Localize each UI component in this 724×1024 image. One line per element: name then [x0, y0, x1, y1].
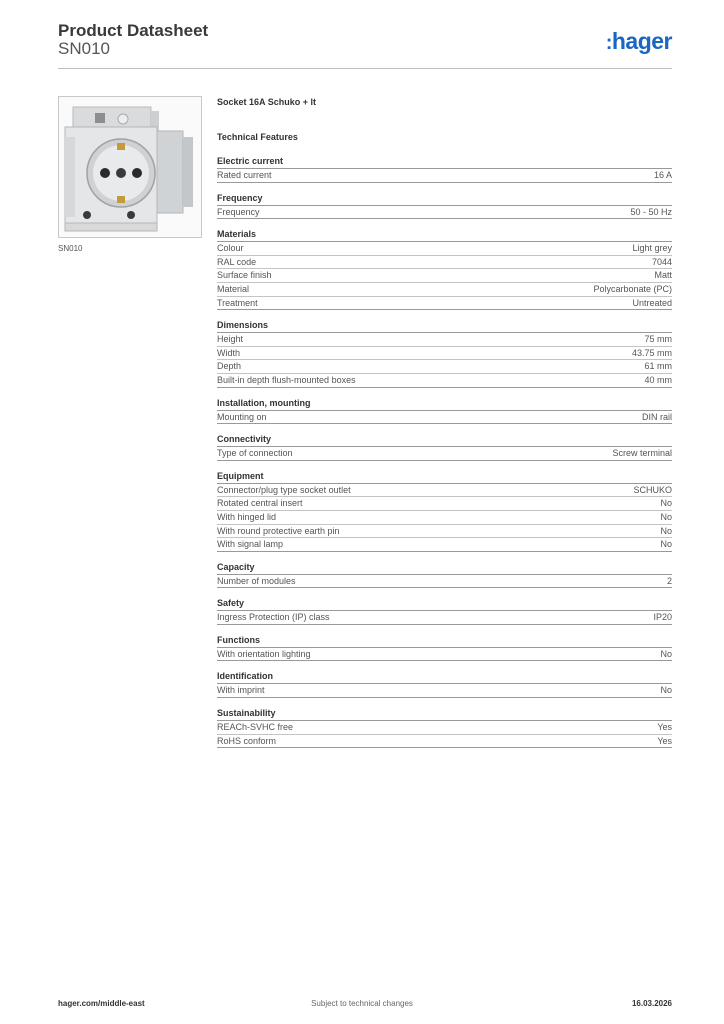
- spec-row: [217, 497, 672, 511]
- logo-colon: :: [605, 32, 612, 54]
- spec-value: 40 mm: [644, 374, 672, 385]
- spec-label: Colour: [217, 243, 244, 254]
- spec-row: [217, 347, 672, 361]
- spec-row: [217, 684, 672, 698]
- spec-label: Built-in depth flush-mounted boxes: [217, 374, 356, 385]
- spec-value: Yes: [657, 735, 672, 746]
- feature-group: [217, 156, 672, 183]
- spec-label: Rated current: [217, 170, 272, 180]
- spec-label: Surface finish: [217, 270, 272, 281]
- group-title: Safety: [217, 598, 672, 611]
- group-title: Functions: [217, 635, 672, 648]
- group-title: Installation, mounting: [217, 398, 672, 411]
- spec-row: [217, 283, 672, 297]
- spec-value: Yes: [657, 722, 672, 733]
- socket-illustration: [59, 97, 201, 237]
- spec-value: No: [660, 648, 672, 659]
- spec-row: [217, 511, 672, 525]
- spec-value: No: [660, 525, 672, 536]
- feature-group: [217, 708, 672, 748]
- spec-value: Polycarbonate (PC): [593, 283, 672, 294]
- spec-value: 50 - 50 Hz: [630, 206, 672, 217]
- product-name: Socket 16A Schuko + lt: [217, 97, 316, 107]
- feature-group: [217, 320, 672, 387]
- spec-label: With hinged lid: [217, 511, 277, 522]
- spec-row: [217, 611, 672, 625]
- image-caption: SN010: [58, 244, 83, 253]
- spec-row: [217, 447, 672, 461]
- spec-value: Untreated: [632, 297, 672, 308]
- spec-value: Matt: [654, 270, 672, 281]
- group-title: Connectivity: [217, 434, 672, 447]
- feature-group: [217, 562, 672, 589]
- footer-notice: Subject to technical changes: [311, 999, 413, 1008]
- group-title: Sustainability: [217, 708, 672, 721]
- page-title: Product Datasheet: [58, 21, 209, 40]
- spec-label: Treatment: [217, 297, 258, 308]
- spec-row: [217, 242, 672, 256]
- spec-row: [217, 525, 672, 539]
- spec-row: [217, 206, 672, 220]
- header-divider: [58, 68, 672, 69]
- spec-row: [217, 484, 672, 498]
- spec-value: 61 mm: [644, 361, 672, 372]
- spec-row: [217, 169, 672, 183]
- spec-row: [217, 256, 672, 270]
- spec-row: [217, 648, 672, 662]
- spec-value: Light grey: [632, 243, 672, 254]
- spec-label: Material: [217, 283, 250, 294]
- feature-group: [217, 471, 672, 552]
- feature-group: [217, 229, 672, 310]
- spec-value: 2: [666, 575, 672, 586]
- feature-group: [217, 434, 672, 461]
- spec-row: [217, 411, 672, 425]
- feature-group: [217, 398, 672, 425]
- spec-label: Depth: [217, 361, 242, 372]
- feature-group: [217, 635, 672, 662]
- product-image: [58, 96, 202, 238]
- spec-value: Screw terminal: [612, 448, 672, 459]
- feature-groups: [217, 156, 672, 748]
- spec-row: [217, 538, 672, 552]
- spec-row: [217, 575, 672, 589]
- spec-row: [217, 735, 672, 749]
- spec-value: No: [660, 498, 672, 509]
- spec-label: Connector/plug type socket outlet: [217, 484, 351, 495]
- spec-value: No: [660, 539, 672, 550]
- spec-row: [217, 269, 672, 283]
- spec-value: DIN rail: [641, 411, 672, 422]
- spec-label: Mounting on: [217, 411, 267, 422]
- spec-label: RoHS conform: [217, 735, 277, 746]
- spec-label: RAL code: [217, 256, 257, 267]
- feature-group: [217, 671, 672, 698]
- spec-label: Number of modules: [217, 575, 296, 586]
- group-title: Capacity: [217, 562, 672, 575]
- group-title: Electric current: [217, 156, 672, 169]
- spec-label: Rotated central insert: [217, 498, 303, 509]
- spec-label: Type of connection: [217, 448, 293, 459]
- spec-row: [217, 333, 672, 347]
- spec-label: With round protective earth pin: [217, 525, 340, 536]
- spec-label: REACh-SVHC free: [217, 722, 294, 733]
- spec-label: Width: [217, 347, 241, 358]
- spec-label: Ingress Protection (IP) class: [217, 612, 330, 623]
- spec-label: With orientation lighting: [217, 648, 311, 659]
- spec-section: [217, 96, 672, 758]
- group-title: Equipment: [217, 471, 672, 484]
- spec-label: With signal lamp: [217, 539, 284, 550]
- spec-value: 75 mm: [644, 334, 672, 345]
- spec-row: [217, 297, 672, 311]
- spec-value: SCHUKO: [633, 484, 672, 495]
- spec-label: Height: [217, 334, 244, 345]
- spec-label: With imprint: [217, 685, 265, 696]
- spec-value: 7044: [651, 256, 672, 267]
- group-title: Identification: [217, 671, 672, 684]
- spec-value: IP20: [653, 612, 672, 623]
- group-title: Materials: [217, 229, 672, 242]
- spec-value: No: [660, 511, 672, 522]
- feature-group: [217, 598, 672, 625]
- technical-features-heading: Technical Features: [217, 132, 298, 142]
- spec-row: [217, 721, 672, 735]
- footer-website: hager.com/middle-east: [58, 999, 145, 1008]
- hager-logo: [606, 28, 672, 55]
- spec-value: No: [660, 685, 672, 696]
- spec-value: 43.75 mm: [631, 347, 672, 358]
- spec-label: Frequency: [217, 206, 260, 217]
- logo-text: hager: [611, 28, 672, 54]
- footer-date: 16.03.2026: [631, 999, 672, 1008]
- product-code: SN010: [58, 39, 110, 58]
- spec-value: 16 A: [653, 170, 672, 180]
- group-title: Frequency: [217, 193, 672, 206]
- feature-group: [217, 193, 672, 220]
- spec-row: [217, 360, 672, 374]
- spec-row: [217, 374, 672, 388]
- group-title: Dimensions: [217, 320, 672, 333]
